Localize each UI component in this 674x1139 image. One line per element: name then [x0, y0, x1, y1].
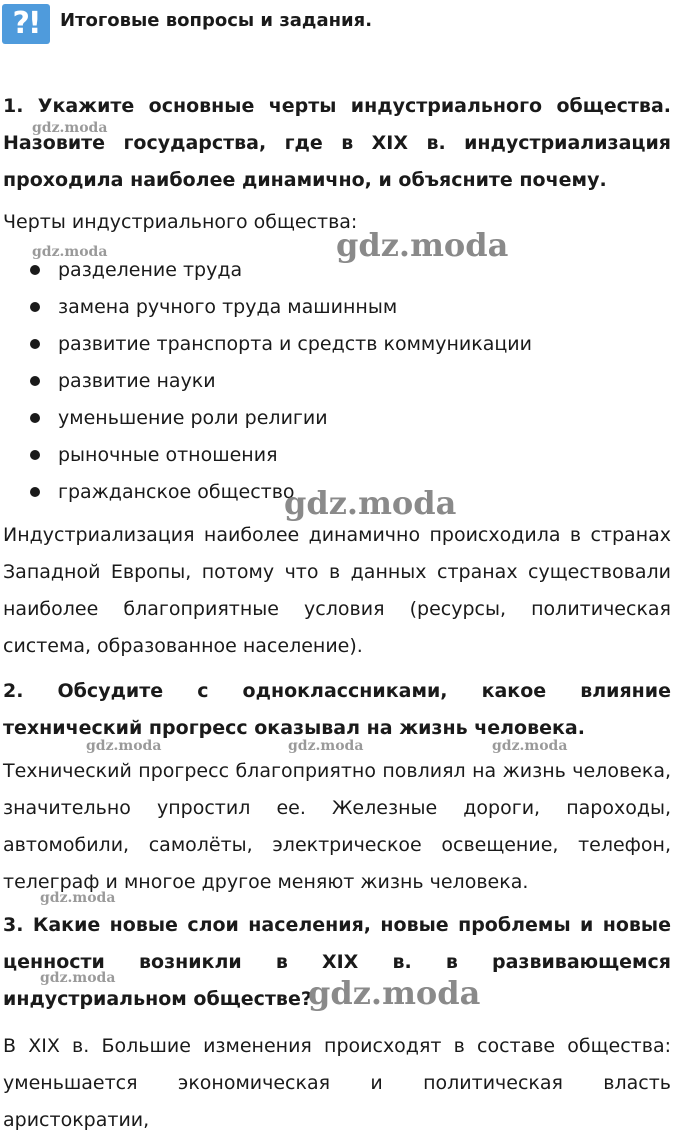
- list-item: замена ручного труда машинным: [28, 289, 532, 326]
- list-item: разделение труда: [28, 252, 532, 289]
- watermark: gdz.moda: [336, 226, 509, 264]
- answer-1-text: Индустриализация наиболее динамично происходила в странах Западной Европы, потому что в данных странах существовали наиболее благоприятные условия (ресурсы, политическая система, образованное население).: [3, 524, 671, 657]
- question-2: 2. Обсудите с одноклассниками, какое влияние технический прогресс оказывал на жизнь человека.: [3, 680, 671, 739]
- watermark: gdz.moda: [32, 120, 108, 136]
- watermark: gdz.moda: [492, 738, 568, 754]
- watermark: gdz.moda: [308, 974, 481, 1012]
- answer-1-bullet-list: [28, 252, 532, 511]
- answer-2-text: Технический прогресс благоприятно повлиял на жизнь человека, значительно упростил ее. Железные дороги, пароходы, автомобили, самолёты, электрическое освещение, телефон, телеграф и многое другое меняют жизнь человека.: [3, 760, 671, 893]
- question-exclamation-icon: ?!: [2, 4, 50, 44]
- watermark: gdz.moda: [288, 738, 364, 754]
- list-item: развитие науки: [28, 363, 532, 400]
- bullet-icon: [30, 376, 40, 386]
- list-item: гражданское общество: [28, 474, 532, 511]
- question-3-line-1: 3. Какие новые слои населения, новые проблемы и новые: [3, 914, 671, 936]
- list-item: уменьшение роли религии: [28, 400, 532, 437]
- question-1: 1. Укажите основные черты индустриального общества. Назовите государства, где в XIX в. индустриализация проходила наиболее динамично, и объясните почему.: [3, 95, 671, 191]
- answer-1-lead: Черты индустриального общества:: [3, 211, 358, 233]
- question-3-line-2: ценности возникли в XIX в. в развивающемся: [3, 951, 671, 973]
- question-3-line-3: индустриальном обществе?: [3, 988, 312, 1010]
- watermark: gdz.moda: [32, 244, 108, 260]
- bullet-icon: [30, 265, 40, 275]
- page-title: Итоговые вопросы и задания.: [60, 10, 373, 31]
- watermark: gdz.moda: [284, 484, 457, 522]
- watermark: gdz.moda: [86, 738, 162, 754]
- watermark: gdz.moda: [40, 890, 116, 906]
- bullet-icon: [30, 302, 40, 312]
- bullet-icon: [30, 450, 40, 460]
- bullet-icon: [30, 413, 40, 423]
- watermark: gdz.moda: [40, 970, 116, 986]
- answer-3-text: В XIX в. Большие изменения происходят в составе общества: уменьшается экономическая и политическая власть аристократии,: [3, 1035, 671, 1131]
- bullet-icon: [30, 339, 40, 349]
- header: [2, 4, 662, 44]
- bullet-icon: [30, 487, 40, 497]
- list-item: развитие транспорта и средств коммуникации: [28, 326, 532, 363]
- list-item: рыночные отношения: [28, 437, 532, 474]
